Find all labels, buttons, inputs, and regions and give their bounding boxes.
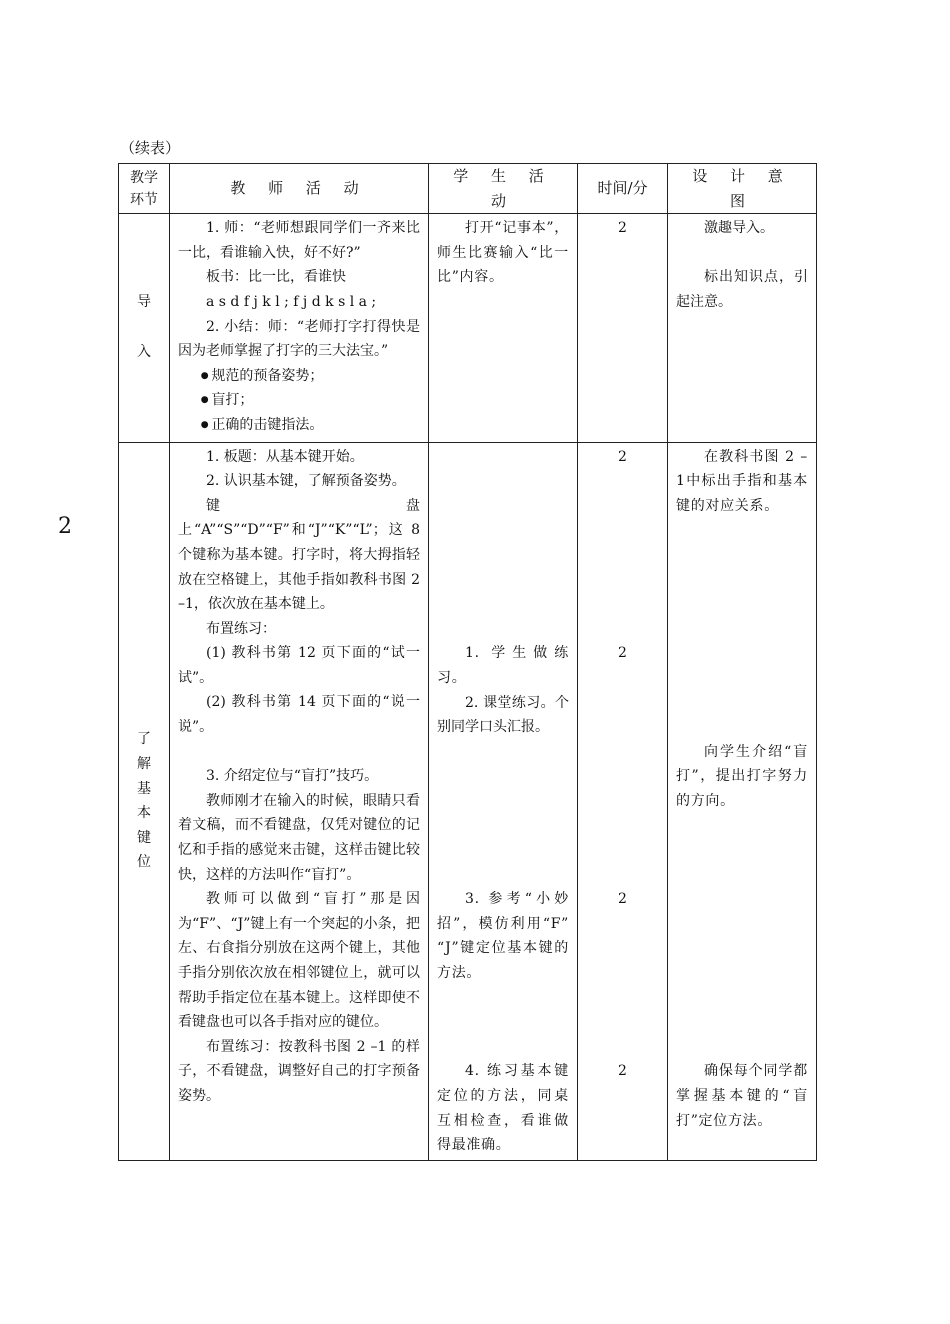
student-text: 2. 课堂练习。个别同学口头汇报。 [437,694,569,736]
header-stage-line1: 教学 [130,169,158,186]
teacher-bullet: ● 正确的击键指法。 [178,413,420,438]
design-text: 标出知识点，引起注意。 [676,269,808,310]
stage-char: 本 [137,805,151,822]
time-value: 2 [618,1063,627,1080]
stage-cell [119,214,170,442]
design-text: 确保每个同学都掌握基本键的“盲打”定位方法。 [676,1063,808,1129]
stage-char: 键 [137,829,151,846]
stage-char: 了 [137,731,151,748]
header-stage [119,164,170,214]
stage-char: 基 [137,780,151,797]
design-intent-cell [668,214,817,442]
teacher-text: 2. 认识基本键，了解预备姿势。 [206,473,406,490]
design-text: 在教科书图 2 –1中标出手指和基本键的对应关系。 [676,448,808,514]
teacher-text: 板书：比一比，看谁快 [206,269,346,286]
design-text: 激趣导入。 [704,220,774,237]
teacher-text: 教师可以做到“盲打”那是因为“F”、“J”键上有一个突起的小条，把左、右食指分别放在这两个键上，其他手指分别依次放在相邻键位上，就可以帮助手指定位在基本键上。这样即使不看键盘也可以各手指对应的键位。 [178,891,420,1031]
section-intro-row [119,214,817,442]
teacher-text: 1. 师：“老师想跟同学们一齐来比一比，看谁输入快，好不好?” [178,220,420,261]
teacher-text: 3. 介绍定位与“盲打”技巧。 [206,768,379,785]
section-keys-row [119,442,817,1160]
time-value: 2 [618,891,627,908]
teacher-activity-cell [170,214,429,442]
teacher-text: a s d f j k l ; f j d k s l a ; [206,293,377,310]
continued-label: （续表） [120,139,181,157]
header-stage-line2: 环节 [130,191,158,208]
teacher-text: 布置练习： [206,620,276,637]
student-activity-cell [429,214,578,442]
teacher-text: 教师刚才在输入的时候，眼睛只看着文稿，而不看键盘，仅凭对键位的记忆和手指的感觉来击键，这样击键比较快，这样的方法叫作“盲打”。 [178,792,420,883]
stage-char: 解 [137,756,151,772]
teacher-text: (1) 教科书第 12 页下面的“试一试”。 [178,645,420,686]
time-value: 2 [618,448,627,465]
time-value: 2 [618,645,627,662]
teacher-bullet: ● 盲打； [178,388,420,413]
teacher-text: 键盘上“A”“S”“D”“F”和“J”“K”“L”；这 8 个键称为基本键。打字时，将大拇指轻放在空格键上，其他手指如教科书图 2 –1，依次放在基本键上。 [178,497,420,613]
teacher-text: (2) 教科书第 14 页下面的“说一说”。 [178,694,420,736]
header-time: 时间/分 [578,164,668,214]
teacher-text: 布置练习：按教科书图 2 –1 的样子，不看键盘，调整好自己的打字预备姿势。 [178,1038,420,1104]
header-row [119,164,817,214]
student-text: 1. 学生做练习。 [437,645,569,686]
stage-cell [119,442,170,1160]
lesson-plan-table [118,163,817,1161]
header-teacher-activity: 教 师 活 动 [170,164,429,214]
teacher-text: 2. 小结：师：“老师打字打得快是因为老师掌握了打字的三大法宝。” [178,318,420,360]
design-text: 向学生介绍“盲打”，提出打字努力的方向。 [676,743,808,809]
time-cell [578,214,668,442]
design-intent-cell [668,442,817,1160]
student-activity-cell [429,442,578,1160]
header-student-activity: 学 生 活 动 [429,164,578,214]
student-text: 4. 练习基本键定位的方法，同桌互相检查，看谁做得最准确。 [437,1063,569,1154]
header-design-intent: 设 计 意 图 [668,164,817,214]
time-cell [578,442,668,1160]
student-text: 打开“记事本”，师生比赛输入“比一比”内容。 [437,220,569,286]
time-value: 2 [618,220,627,237]
stage-char: 导 [137,293,151,310]
student-text: 3. 参考“小妙招”，模仿利用“F” “J”键定位基本键的方法。 [437,891,569,982]
teacher-activity-cell [170,442,429,1160]
stage-char: 入 [137,343,151,360]
teacher-text: 1. 板题：从基本键开始。 [206,448,364,465]
teacher-bullet: ● 规范的预备姿势； [178,364,420,389]
page-number: 2 [58,514,72,539]
stage-char: 位 [137,854,151,871]
